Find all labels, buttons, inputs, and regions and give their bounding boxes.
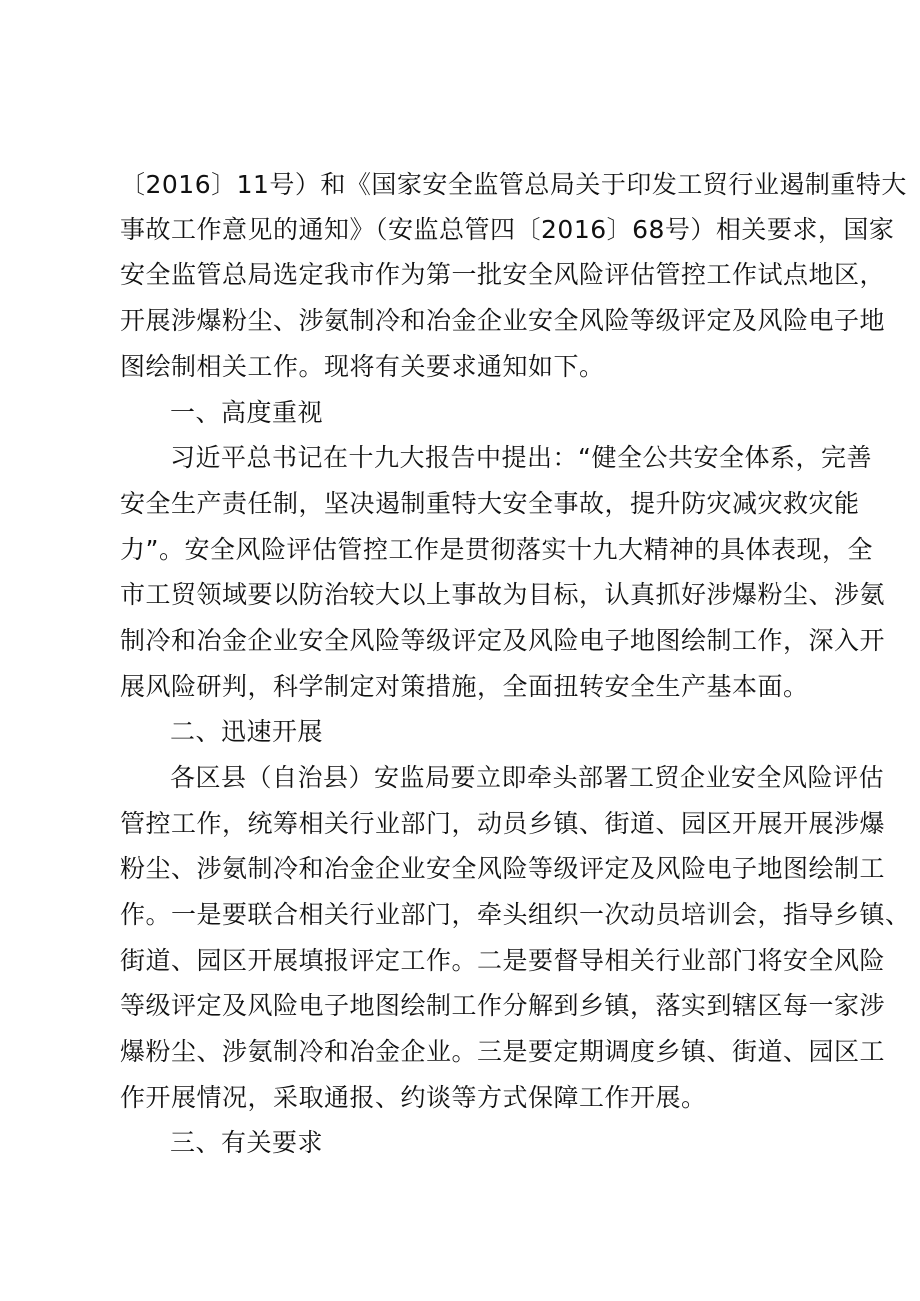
text-line: 市工贸领域要以防治较大以上事故为目标，认真抓好涉爆粉尘、涉氨 [120,580,886,609]
text-line: 等级评定及风险电子地图绘制工作分解到乡镇，落实到辖区每一家涉 [120,991,886,1020]
text-line: 制冷和冶金企业安全风险等级评定及风险电子地图绘制工作，深入开 [120,626,886,655]
text-line: 安全生产责任制，坚决遏制重特大安全事故，提升防灾减灾救灾能 [120,489,860,518]
text-line: 展风险研判，科学制定对策措施，全面扭转安全生产基本面。 [120,672,809,701]
text-line: 开展涉爆粉尘、涉氨制冷和冶金企业安全风险等级评定及风险电子地 [120,306,886,335]
text-line: 街道、园区开展填报评定工作。二是要督导相关行业部门将安全风险 [120,946,886,975]
text-line: 作开展情况，采取通报、约谈等方式保障工作开展。 [120,1083,707,1112]
text-line: 安全监管总局选定我市作为第一批安全风险评估管控工作试点地区， [120,260,886,289]
text-line: 习近平总书记在十九大报告中提出：“健全公共安全体系，完善 [170,443,872,472]
text-line: 〔2016〕11号）和《国家安全监管总局关于印发工贸行业遏制重特大 [120,170,907,199]
text-line: 事故工作意见的通知》（安监总管四〔2016〕68号）相关要求，国家 [120,215,895,244]
text-line: 爆粉尘、涉氨制冷和冶金企业。三是要定期调度乡镇、街道、园区工 [120,1037,886,1066]
text-line: 作。一是要联合相关行业部门，牵头组织一次动员培训会，指导乡镇、 [120,900,911,929]
section-heading: 一、高度重视 [170,398,324,427]
text-line: 粉尘、涉氨制冷和冶金企业安全风险等级评定及风险电子地图绘制工 [120,854,886,883]
section-heading: 三、有关要求 [170,1128,324,1157]
text-line: 管控工作，统筹相关行业部门，动员乡镇、街道、园区开展开展涉爆 [120,809,886,838]
text-line: 图绘制相关工作。现将有关要求通知如下。 [120,352,605,381]
text-line: 各区县（自治县）安监局要立即牵头部署工贸企业安全风险评估 [170,763,885,792]
section-heading: 二、迅速开展 [170,717,324,746]
text-line: 力”。安全风险评估管控工作是贯彻落实十九大精神的具体表现，全 [120,535,873,564]
